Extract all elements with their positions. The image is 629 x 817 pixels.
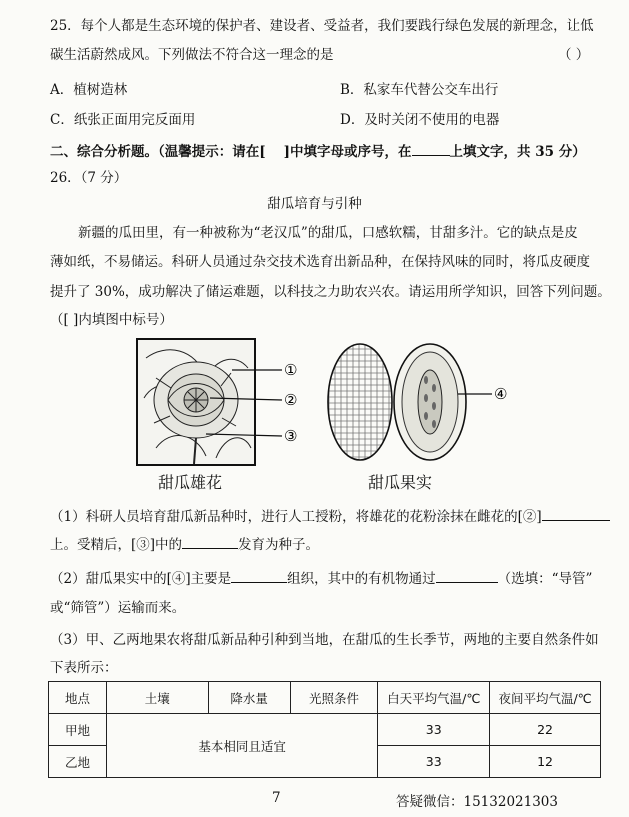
- section-heading: [50, 140, 586, 160]
- sub1-line2-text-b: 发育为种子。: [238, 537, 320, 553]
- q26-hint: （[ ]内填图中标号）: [50, 312, 173, 328]
- q26-para-line3: 提升了 30%，成功解决了储运难题，以科技之力助农兴农。请运用所学知识，回答下列问题。: [50, 284, 611, 300]
- option-c: C．纸张正面用完反面用: [50, 112, 196, 128]
- option-a: A．植树造林: [50, 82, 128, 98]
- option-d: D．及时关闭不使用的电器: [340, 112, 500, 128]
- sub1-blank-ovule[interactable]: [182, 534, 238, 549]
- option-b: B．私家车代替公交车出行: [340, 82, 499, 98]
- section-heading-suffix: 上填文字，共 35 分）: [449, 144, 586, 160]
- sub1-line1-text: （1）科研人员培育甜瓜新品种时，进行人工授粉，将雄花的花粉涂抹在雌花的[②]: [50, 509, 542, 525]
- sub3-line2: 下表所示：: [50, 660, 118, 676]
- sub1-line2-text-a: 上。受精后，[③]中的: [50, 537, 183, 553]
- q26-title: 甜瓜培育与引种: [267, 196, 362, 212]
- sub2-blank-vessel[interactable]: [436, 568, 498, 583]
- contact-info: 答疑微信：15132021303: [396, 794, 558, 810]
- sub2-line1-text-b: 组织，其中的有机物通过: [287, 571, 436, 587]
- male-flower-figure: [136, 338, 316, 466]
- sub2-line2: 或“筛管”）运输而来。: [50, 600, 186, 616]
- page-number: 7: [272, 790, 281, 806]
- merged-conditions-cell: 基本相同且适宜: [106, 714, 377, 778]
- day-temp-cell: 33: [378, 746, 490, 778]
- sub2-line1-text-a: （2）甜瓜果实中的[④]主要是: [50, 571, 232, 587]
- section-heading-prefix: 二、综合分析题。（温馨提示：请在[: [50, 144, 266, 160]
- sub2-blank-tissue[interactable]: [231, 568, 287, 583]
- day-temp-cell: 33: [378, 714, 490, 746]
- sub2-line1-text-c: （选填：“导管”: [497, 571, 593, 587]
- marker-2: ②: [284, 391, 298, 409]
- table-row: [49, 714, 601, 746]
- night-temp-cell: 12: [490, 746, 601, 778]
- marker-1: ①: [284, 361, 298, 379]
- sub1-blank-stigma[interactable]: [542, 506, 610, 521]
- melon-fruit-figure: [320, 340, 520, 468]
- header-place: 地点: [49, 682, 107, 714]
- place-cell: 甲地: [49, 714, 107, 746]
- answer-paren: （ ）: [558, 47, 590, 63]
- q25-stem-line1: 25．每个人都是生态环境的保护者、建设者、受益者，我们要践行绿色发展的新理念，让低: [50, 18, 594, 34]
- header-soil: 土壤: [106, 682, 208, 714]
- place-cell: 乙地: [49, 746, 107, 778]
- header-rainfall: 降水量: [208, 682, 290, 714]
- table-header-row: [49, 682, 601, 714]
- q26-para-line2: 薄如纸，不易储运。科研人员通过杂交技术选育出新品种，在保持风味的同时，将瓜皮硬度: [50, 254, 590, 270]
- night-temp-cell: 22: [490, 714, 601, 746]
- q26-number: 26．（7 分）: [50, 170, 128, 186]
- header-night-temp: 夜间平均气温/℃: [490, 682, 601, 714]
- header-day-temp: 白天平均气温/℃: [378, 682, 490, 714]
- caption-male-flower: 甜瓜雄花: [158, 473, 223, 492]
- caption-melon-fruit: 甜瓜果实: [368, 473, 433, 492]
- sub2-line1: [50, 567, 592, 587]
- sub1-line1: [50, 505, 610, 525]
- q26-title-wrap: [0, 192, 629, 212]
- marker-3: ③: [284, 427, 298, 445]
- section-heading-mid: ]中填字母或序号，在: [283, 144, 412, 160]
- marker-4: ④: [494, 385, 508, 403]
- sub3-line1: （3）甲、乙两地果农将甜瓜新品种引种到当地，在甜瓜的生长季节，两地的主要自然条件如: [50, 632, 599, 648]
- melon-seed-cavity: [418, 370, 442, 434]
- whole-melon: [328, 344, 392, 460]
- q25-stem-line2: 碳生活蔚然成风。下列做法不符合这一理念的是: [50, 47, 334, 63]
- section-blank: [412, 141, 450, 156]
- q26-para-line1: 新疆的瓜田里，有一种被称为“老汉瓜”的甜瓜，口感软糯，甘甜多汁。它的缺点是皮: [78, 225, 578, 241]
- sub1-line2: [50, 533, 319, 553]
- climate-table: [48, 681, 601, 778]
- header-sunlight: 光照条件: [290, 682, 378, 714]
